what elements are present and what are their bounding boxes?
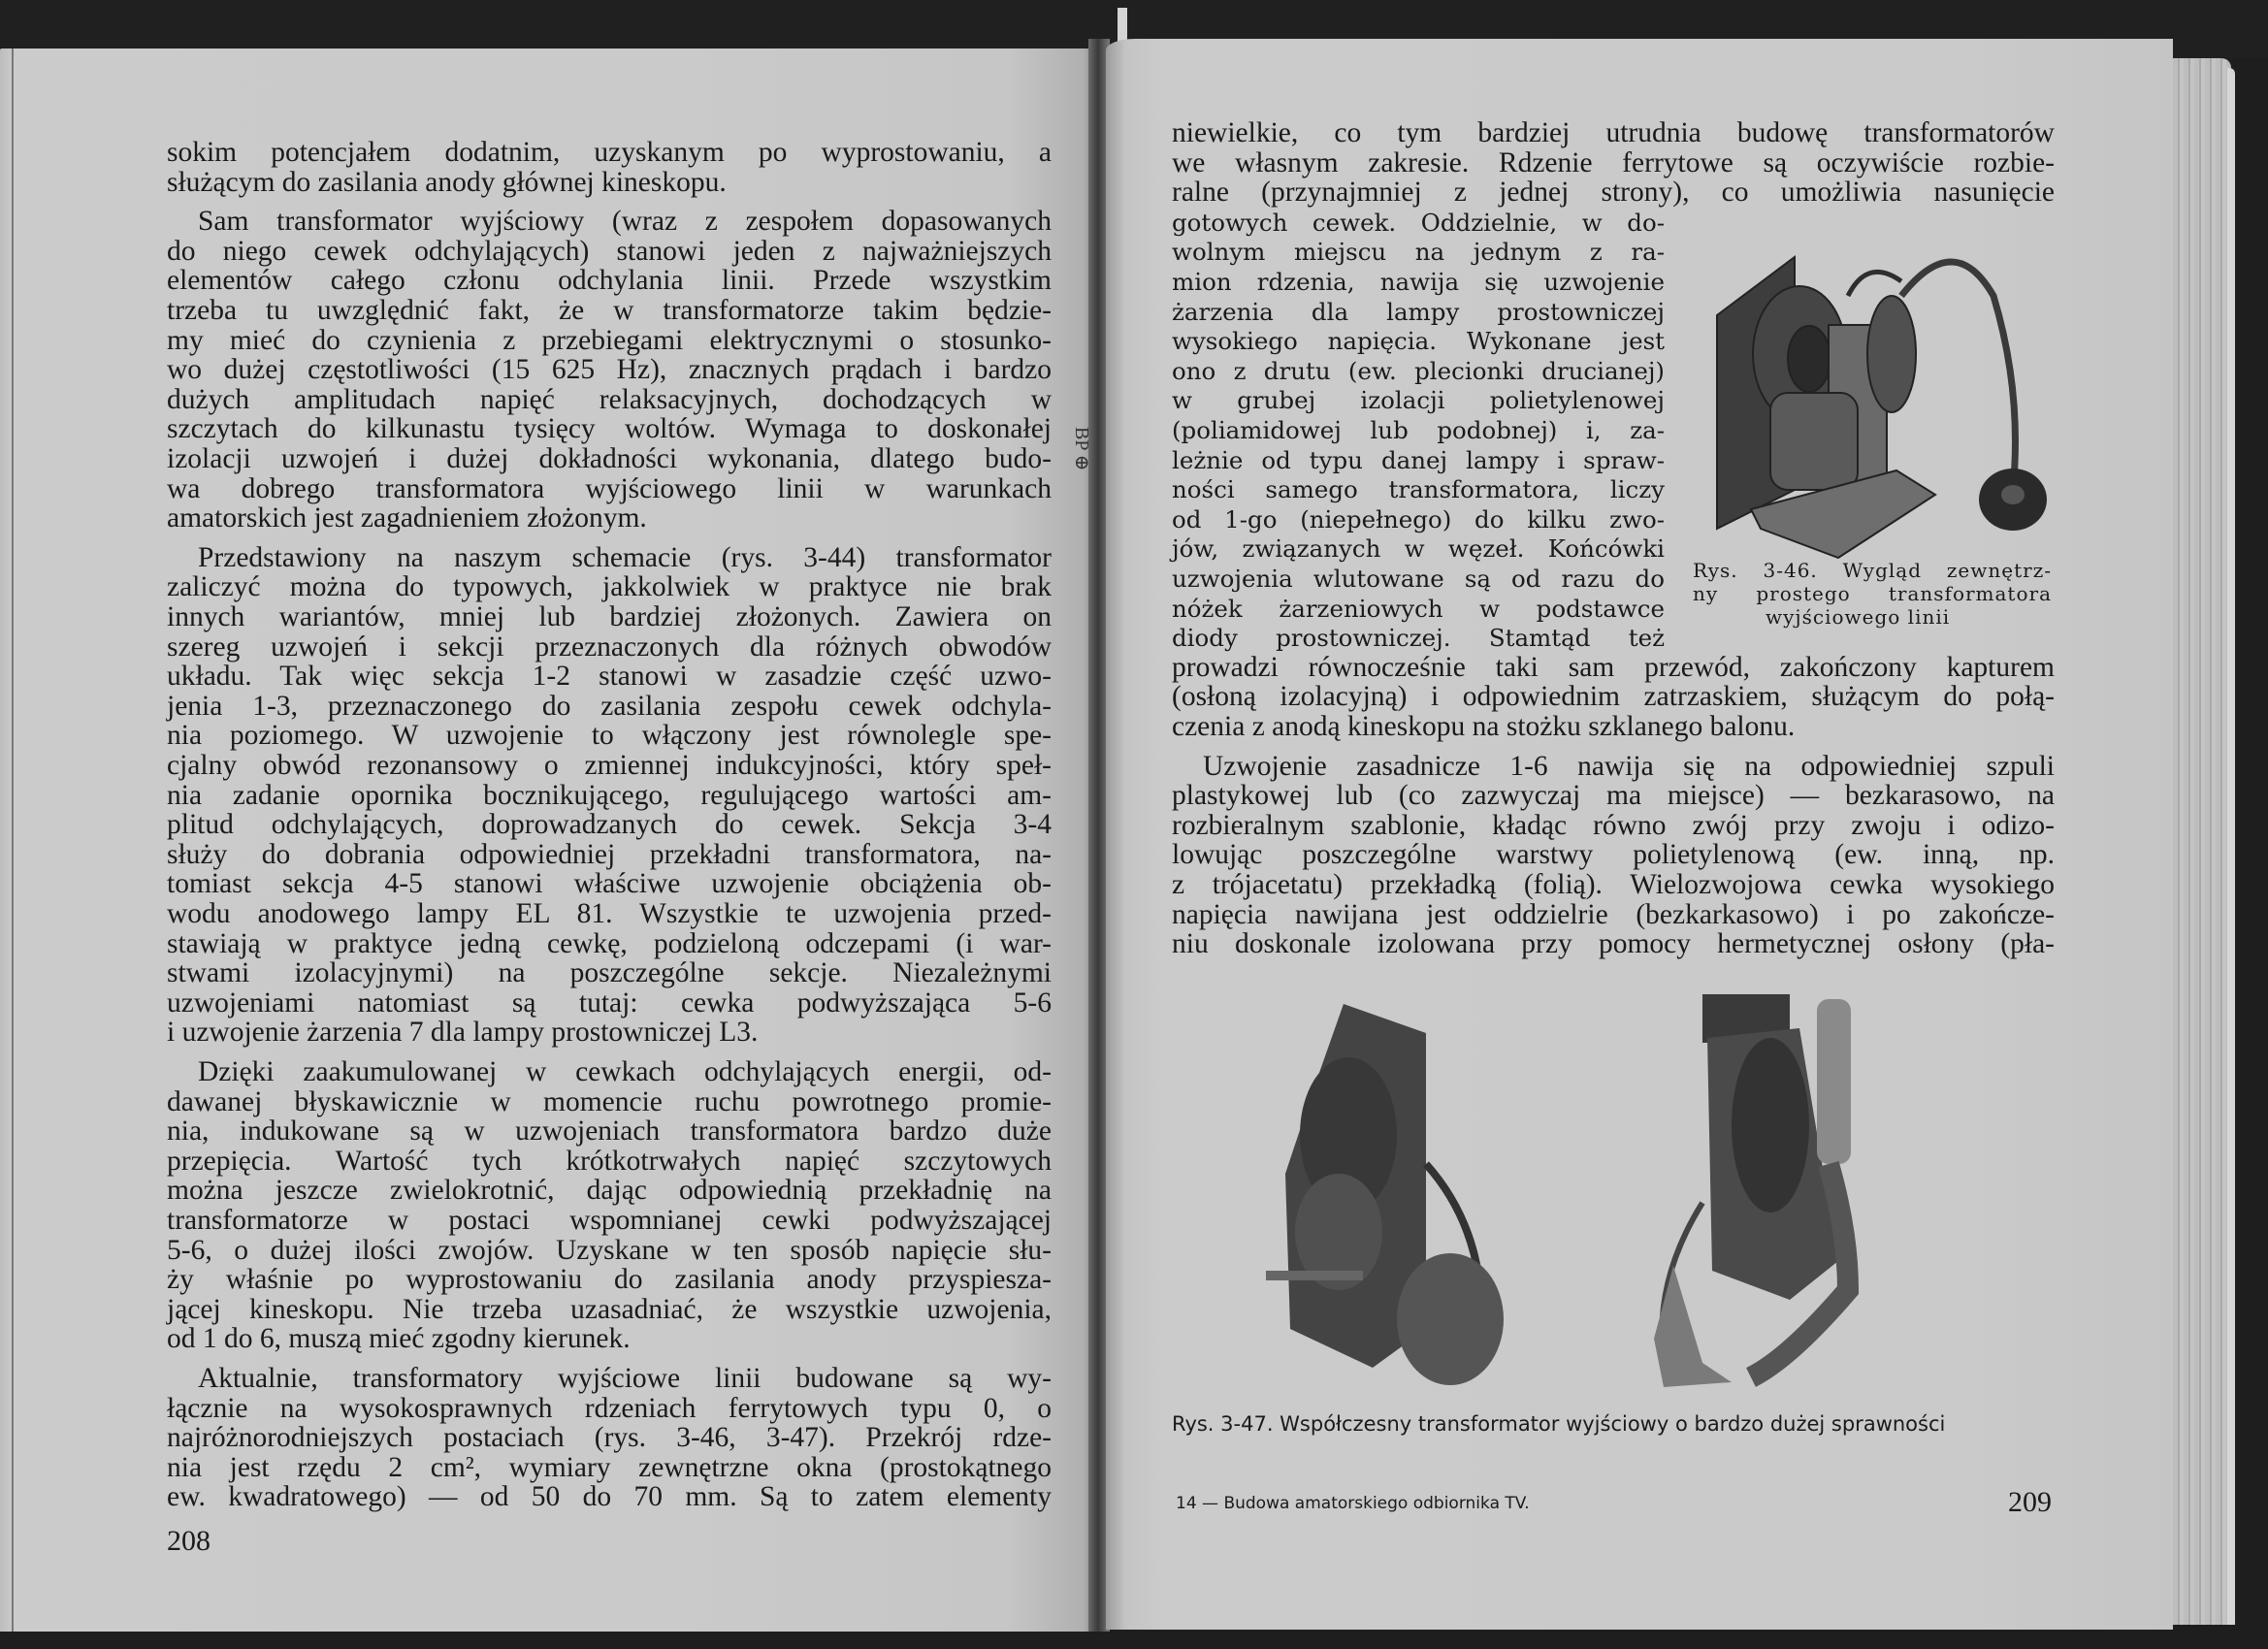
text-line: stawiają w praktyce jedną cewkę, podzieloną odczepami (i war- [167,927,1052,959]
text-line: gotowych cewek. Oddzielnie, w do- [1172,208,1665,237]
text-line: plitud odchylających, doprowadzanych do cewek. Sekcja 3-4 [167,809,1052,841]
transformer-coil-lower [1770,393,1858,490]
figure-3-46-image [1693,238,2071,567]
page-number-left: 208 [167,1525,211,1557]
text-line: trzeba tu uwzględnić fakt, że w transformatorze takim będzie- [167,295,1052,326]
signature-line: 14 — Budowa amatorskiego odbiornika TV. [1176,1494,1530,1513]
text-line: szczytach do kilkunastu tysięcy woltów. Wymaga to doskonałej [167,413,1052,445]
text-line: ralne (przynajmniej z jednej strony), co umożliwia nasunięcie [1172,177,2055,209]
text-line: nia poziomego. W uzwojenie to włączony jest równolegle spe- [167,720,1052,752]
text-line: my mieć do czynienia z przebiegami elektrycznymi o stosunko- [167,324,1052,356]
text-line: ży właśnie po wyprostowaniu do zasilania anody przyspiesza- [167,1264,1052,1296]
text-line: prowadzi równocześnie taki sam przewód, zakończony kapturem [1172,651,2055,683]
text-line: nia, indukowane są w uzwojeniach transformatora bardzo duże [167,1116,1052,1148]
text-line: od 1-go (niepełnego) do kilku zwo- [1172,504,1665,534]
text-line: wolnym miejscu na jednym z ra- [1172,238,1665,267]
text-line: zaliczyć można do typowych, jakkolwiek w praktyce nie brak [167,571,1052,603]
page-edge [12,48,14,1632]
text-line: i uzwojenie żarzenia 7 dla lampy prostowniczej L3. [167,1017,759,1049]
text-line: plastykowej lub (co zazwyczaj ma miejsce) — bezkarasowo, na [1172,780,2055,812]
text-line: niu doskonale izolowana przy pomocy hermetycznej osłony (pła- [1172,928,2055,960]
library-stamp-text: BP [1071,427,1092,450]
text-line: ew. kwadratowego) — od 50 do 70 mm. Są to zatem elementy [167,1481,1052,1513]
text-line: izolacji uzwojeń i dużej dokładności wykonania, dlatego budo- [167,443,1052,474]
transformer-left-photo [1266,1004,1504,1385]
text-line: napięcia nawijana jest oddzielrie (bezkarkasowo) i po zakończe- [1172,898,2055,930]
text-line: do niego cewek odchylających) stanowi jeden z najważniejszych [167,235,1052,267]
filament-wire [1848,272,1901,296]
text-line: Sam transformator wyjściowy (wraz z zespołem dopasowanych [198,206,1052,238]
text-line: Uzwojenie zasadnicze 1-6 nawija się na odpowiedniej szpuli [1203,750,2055,782]
page-stack-edge-outer [2227,68,2235,1625]
text-line: amatorskich jest zagadnieniem złożonym. [167,502,647,534]
text-line: jącej kineskopu. Nie trzeba uzasadniać, że wszystkie uzwojenia, [167,1293,1052,1325]
text-line: najróżnorodniejszych postaciach (rys. 3-46, 3-47). Przekrój rdze- [167,1422,1052,1454]
caption-line: wyjściowego linii [1766,605,1951,629]
text-line: od 1 do 6, muszą mieć zgodny kierunek. [167,1323,631,1355]
text-line: układu. Tak więc sekcja 1-2 stanowi w zasadzie część uzwo- [167,661,1052,693]
text-line: dużych amplitudach napięć relaksacyjnych, dochodzących w [167,383,1052,415]
text-line: służy do dobrania odpowiedniej przekładni transformatora, na- [167,838,1052,870]
text-line: we własnym zakresie. Rdzenie ferrytowe są oczywiście rozbie- [1172,146,2055,178]
text-line: rozbieralnym szablonie, kładąc równo zwój przy zwoju i odizo- [1172,809,2055,841]
text-line: Aktualnie, transformatory wyjściowe linii budowane są wy- [198,1363,1052,1394]
text-line: z trójacetatu) przekładką (folią). Wielozwojowa cewka wysokiego [1172,869,2055,900]
text-line: nóżek żarzeniowych w podstawce [1172,594,1665,623]
text-line: transformatorze w postaci wspomnianej cewki podwyższającej [167,1205,1052,1236]
text-line: niewielkie, co tym bardziej utrudnia budowę transformatorów [1172,117,2055,148]
text-line: jów, związanych w węzeł. Końcówki [1172,534,1665,564]
hv-cable [1901,262,2016,490]
text-line: diody prostowniczej. Stamtąd też [1172,624,1665,653]
text-line: jenia 1-3, przeznaczonego do zasilania zespołu cewek odchyla- [167,690,1052,722]
text-line: wodu anodowego lampy EL 81. Wszystkie te uzwojenia przed- [167,898,1052,929]
text-line: szereg uzwojeń i sekcji przeznaczonych dla różnych obwodów [167,630,1052,663]
text-line: elementów całego członu odchylania linii. Przede wszystkim [167,265,1052,297]
text-line: łącznie na wysokosprawnych rdzeniach ferrytowych typu 0, o [167,1392,1052,1424]
transformer-right-photo [1654,994,1851,1387]
figure-3-47-image [1247,989,2061,1397]
page-number-right: 209 [2008,1486,2052,1518]
text-line: tomiast sekcja 4-5 stanowi właściwe uzwojenie obciążenia ob- [167,868,1052,900]
text-line: ności samego transformatora, liczy [1172,475,1665,504]
page-stack-edge [2173,58,2231,1625]
caption-line: Rys. 3-46. Wygląd zewnętrz- [1693,559,2052,582]
figure-3-47-caption: Rys. 3-47. Współczesny transformator wyjściowy o bardzo dużej sprawności [1172,1412,1946,1436]
text-line: (poliamidowej lub podobnej) i, za- [1172,416,1665,444]
text-line: uzwojeniami natomiast są tutaj: cewka podwyższająca 5-6 [167,986,1052,1018]
text-line: nia jest rzędu 2 cm², wymiary zewnętrzne okna (prostokątnego [167,1451,1052,1483]
text-line: czenia z anodą kineskopu na stożku szklanego balonu. [1172,711,1796,742]
text-line: nia zadanie opornika bocznikującego, regulującego wartości am- [167,779,1052,811]
text-line: lowując poszczególne warstwy polietylenową (ew. inną, np. [1172,839,2055,871]
text-line: stwami izolacyjnymi) na poszczególne sekcje. Niezależnymi [167,957,1052,989]
text-line: wa dobrego transformatora wyjściowego linii w warunkach [167,472,1052,504]
anode-cap-center [2001,485,2025,504]
text-line: żarzenia dla lampy prostowniczej [1172,297,1665,326]
anode-cap-disc [1397,1253,1504,1385]
library-stamp: BP ⊕ [1071,427,1092,471]
text-line: Przedstawiony na naszym schemacie (rys. 3-44) transformator [198,541,1052,573]
text-line: leżnie od typu danej lampy i spraw- [1172,445,1665,474]
text-line: ono z drutu (ew. plecionki drucianej) [1172,356,1665,385]
text-line: można jeszcze zwielokrotnić, dając odpowiednią przekładnię na [167,1175,1052,1207]
rectifier-socket [1867,296,1916,412]
text-line: w grubej izolacji polietylenowej [1172,386,1665,415]
text-line: dawanej błyskawicznie w momencie ruchu powrotnego promie- [167,1085,1052,1117]
text-line: służącym do zasilania anody głównej kineskopu. [167,166,727,198]
coil-center [1788,326,1831,392]
text-line: 5-6, o dużej ilości zwojów. Uzyskane w ten sposób napięcie słu- [167,1234,1052,1266]
text-line: mion rdzenia, nawija się uzwojenie [1172,268,1665,296]
text-line: wo dużej częstotliwości (15 625 Hz), znacznych prądach i bardzo [167,354,1052,386]
text-line: przepięcia. Wartość tych krótkotrwałych napięć szczytowych [167,1145,1052,1177]
text-line: uzwojenia wlutowane są od razu do [1172,565,1665,593]
text-line: Dzięki zaakumulowanej w cewkach odchylających energii, od- [198,1056,1052,1087]
text-line: cjalny obwód rezonansowy o zmiennej indukcyjności, który speł- [167,750,1052,781]
caption-line: ny prostego transformatora [1693,582,2052,605]
text-line: wysokiego napięcia. Wykonane jest [1172,327,1665,356]
text-line: (osłoną izolacyjną) i odpowiednim zatrzaskiem, służącym do połą- [1172,681,2055,713]
text-line: sokim potencjałem dodatnim, uzyskanym po wyprostowaniu, a [167,137,1052,168]
text-line: innych wariantów, mniej lub bardziej złożonych. Zawiera on [167,601,1052,632]
